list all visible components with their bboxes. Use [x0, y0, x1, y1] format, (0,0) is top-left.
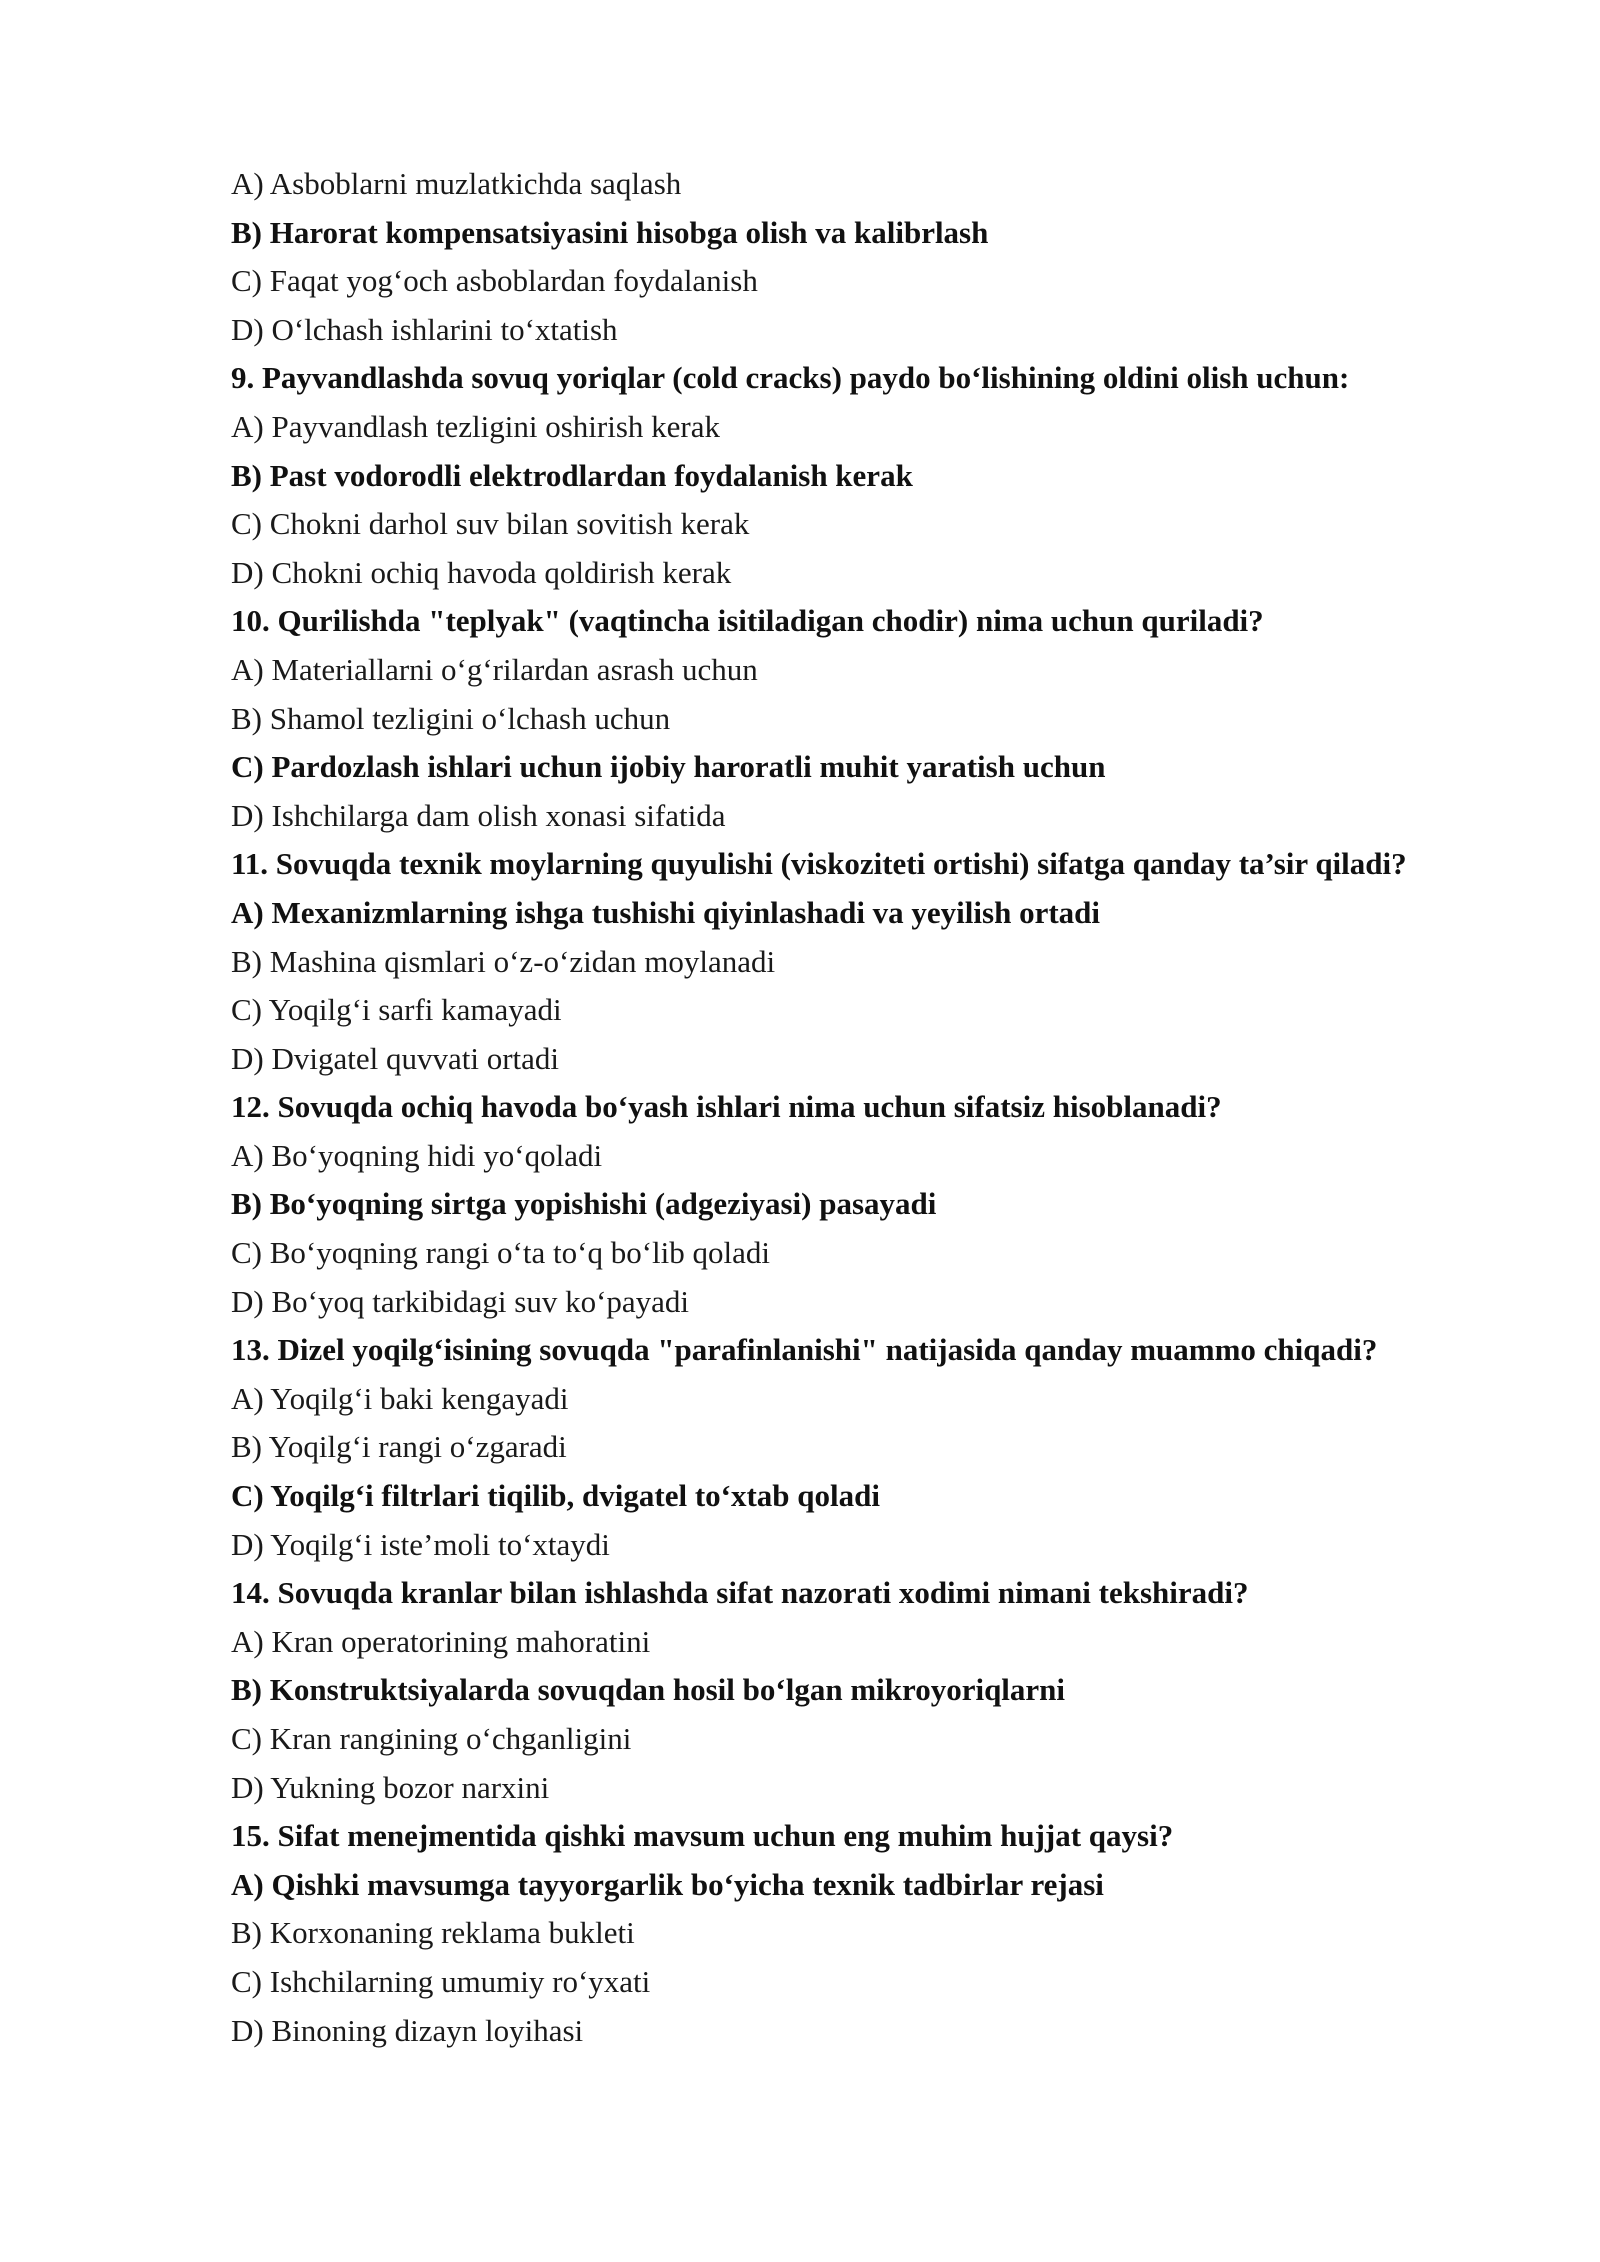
- correct-answer-option: B) Harorat kompensatsiyasini hisobga olish va kalibrlash: [231, 214, 989, 250]
- answer-option: B) Shamol tezligini o‘lchash uchun: [231, 700, 671, 736]
- question-line: 11. Sovuqda texnik moylarning quyulishi (viskoziteti ortishi) sifatga qanday ta’sir qiladi?: [231, 846, 1407, 882]
- answer-option: D) Bo‘yoq tarkibidagi suv ko‘payadi: [231, 1283, 690, 1319]
- question-line: 13. Dizel yoqilg‘isining sovuqda "parafinlanishi" natijasida qanday muammo chiqadi?: [231, 1332, 1378, 1368]
- question-line: 12. Sovuqda ochiq havoda bo‘yash ishlari nima uchun sifatsiz hisoblanadi?: [231, 1089, 1222, 1125]
- answer-option: A) Asboblarni muzlatkichda saqlash: [231, 166, 682, 201]
- correct-answer-option: B) Past vodorodli elektrodlardan foydalanish kerak: [231, 457, 913, 493]
- answer-option: C) Chokni darhol suv bilan sovitish kerak: [231, 506, 750, 542]
- question-line: 14. Sovuqda kranlar bilan ishlashda sifat nazorati xodimi nimani tekshiradi?: [231, 1575, 1249, 1611]
- answer-option: A) Materiallarni o‘g‘rilardan asrash uchun: [231, 651, 758, 687]
- answer-option: C) Ishchilarning umumiy ro‘yxati: [231, 1963, 651, 1999]
- question-line: 9. Payvandlashda sovuq yoriqlar (cold cracks) paydo bo‘lishining oldini olish uchun:: [231, 360, 1350, 396]
- answer-option: B) Mashina qismlari o‘z-o‘zidan moylanadi: [231, 943, 776, 979]
- answer-option: D) Ishchilarga dam olish xonasi sifatida: [231, 797, 726, 833]
- correct-answer-option: B) Konstruktsiyalarda sovuqdan hosil bo‘lgan mikroyoriqlarni: [231, 1672, 1066, 1708]
- correct-answer-option: A) Mexanizmlarning ishga tushishi qiyinlashadi va yeyilish ortadi: [231, 894, 1101, 930]
- answer-option: C) Kran rangining o‘chganligini: [231, 1721, 632, 1756]
- answer-option: B) Yoqilg‘i rangi o‘zgaradi: [231, 1429, 567, 1465]
- answer-option: D) O‘lchash ishlarini to‘xtatish: [231, 311, 618, 347]
- question-line: 15. Sifat menejmentida qishki mavsum uchun eng muhim hujjat qaysi?: [231, 1818, 1174, 1854]
- question-line: 10. Qurilishda "teplyak" (vaqtincha isitiladigan chodir) nima uchun quriladi?: [231, 603, 1264, 639]
- answer-option: A) Payvandlash tezligini oshirish kerak: [231, 408, 721, 444]
- answer-option: C) Bo‘yoqning rangi o‘ta to‘q bo‘lib qoladi: [231, 1235, 770, 1271]
- answer-option: A) Yoqilg‘i baki kengayadi: [231, 1380, 569, 1416]
- answer-option: D) Dvigatel quvvati ortadi: [231, 1040, 559, 1076]
- answer-option: A) Bo‘yoqning hidi yo‘qoladi: [231, 1137, 603, 1173]
- answer-option: C) Yoqilg‘i sarfi kamayadi: [231, 992, 562, 1028]
- answer-option: D) Binoning dizayn loyihasi: [231, 2012, 584, 2048]
- correct-answer-option: B) Bo‘yoqning sirtga yopishishi (adgeziyasi) pasayadi: [231, 1186, 937, 1222]
- answer-option: B) Korxonaning reklama bukleti: [231, 1915, 635, 1951]
- answer-option: A) Kran operatorining mahoratini: [231, 1623, 651, 1659]
- document-page: [231, 160, 1481, 2055]
- answer-option: D) Chokni ochiq havoda qoldirish kerak: [231, 554, 732, 590]
- answer-option: D) Yukning bozor narxini: [231, 1769, 550, 1805]
- correct-answer-option: C) Yoqilg‘i filtrlari tiqilib, dvigatel to‘xtab qoladi: [231, 1478, 881, 1514]
- answer-option: D) Yoqilg‘i iste’moli to‘xtaydi: [231, 1526, 610, 1562]
- answer-option: C) Faqat yog‘och asboblardan foydalanish: [231, 263, 758, 299]
- correct-answer-option: A) Qishki mavsumga tayyorgarlik bo‘yicha texnik tadbirlar rejasi: [231, 1866, 1104, 1902]
- correct-answer-option: C) Pardozlash ishlari uchun ijobiy haroratli muhit yaratish uchun: [231, 749, 1106, 785]
